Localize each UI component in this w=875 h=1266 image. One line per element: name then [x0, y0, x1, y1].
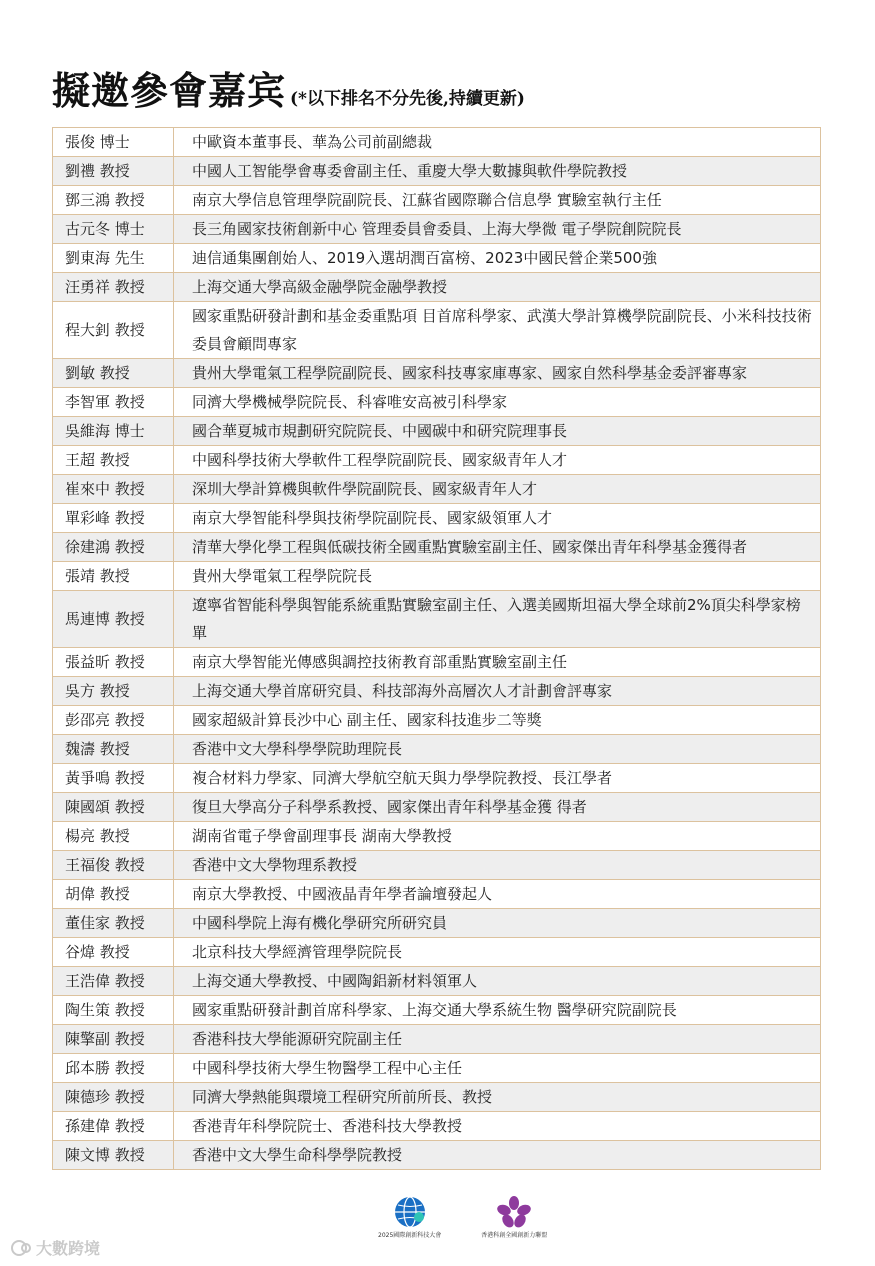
guest-name: 吳方 教授 — [53, 677, 174, 706]
globe-logo-icon — [392, 1196, 428, 1228]
guest-description: 中國科學技術大學生物醫學工程中心主任 — [174, 1054, 821, 1083]
guest-description: 北京科技大學經濟管理學院院長 — [174, 938, 821, 967]
guest-description: 貴州大學電氣工程學院副院長、國家科技專家庫專家、國家自然科學基金委評審專家 — [174, 359, 821, 388]
guest-row — [53, 475, 821, 504]
guest-row — [53, 562, 821, 591]
guest-row — [53, 533, 821, 562]
guest-row — [53, 504, 821, 533]
guest-description: 國家重點研發計劃和基金委重點項 目首席科學家、武漢大學計算機學院副院長、小米科技技術委員會顧問專家 — [174, 302, 821, 359]
guest-description: 國家超級計算長沙中心 副主任、國家科技進步二等獎 — [174, 706, 821, 735]
guest-description: 南京大學信息管理學院副院長、江蘇省國際聯合信息學 實驗室執行主任 — [174, 186, 821, 215]
guest-row — [53, 822, 821, 851]
guest-description: 南京大學智能科學與技術學院副院長、國家級領軍人才 — [174, 504, 821, 533]
guest-description: 湖南省電子學會副理事長 湖南大學教授 — [174, 822, 821, 851]
guest-row — [53, 128, 821, 157]
guest-description: 上海交通大學首席研究員、科技部海外高層次人才計劃會評專家 — [174, 677, 821, 706]
guest-name: 馬連博 教授 — [53, 591, 174, 648]
footer-logos — [378, 1196, 547, 1239]
guest-row — [53, 446, 821, 475]
guest-row — [53, 1141, 821, 1170]
guest-row — [53, 302, 821, 359]
guest-row — [53, 273, 821, 302]
guest-name: 劉禮 教授 — [53, 157, 174, 186]
guest-row — [53, 215, 821, 244]
guest-row — [53, 996, 821, 1025]
guest-name: 陳國頌 教授 — [53, 793, 174, 822]
guest-row — [53, 967, 821, 996]
guest-name: 孫建偉 教授 — [53, 1112, 174, 1141]
alliance-logo — [481, 1196, 547, 1239]
guest-name: 陳文博 教授 — [53, 1141, 174, 1170]
guest-row — [53, 764, 821, 793]
guest-row — [53, 706, 821, 735]
watermark-logo-icon — [10, 1239, 32, 1257]
page-header — [52, 60, 525, 115]
guest-name: 胡偉 教授 — [53, 880, 174, 909]
guest-row — [53, 880, 821, 909]
guest-name: 汪勇祥 教授 — [53, 273, 174, 302]
guest-row — [53, 1112, 821, 1141]
guest-description: 中歐資本董事長、華為公司前副總裁 — [174, 128, 821, 157]
guest-name: 張益昕 教授 — [53, 648, 174, 677]
guest-row — [53, 851, 821, 880]
guest-name: 崔來中 教授 — [53, 475, 174, 504]
guest-name: 劉東海 先生 — [53, 244, 174, 273]
guest-description: 同濟大學熱能與環境工程研究所前所長、教授 — [174, 1083, 821, 1112]
guest-row — [53, 591, 821, 648]
alliance-logo-caption: 香港科創全國創新力聯盟 — [481, 1232, 548, 1239]
guest-row — [53, 157, 821, 186]
guest-description: 同濟大學機械學院院長、科睿唯安高被引科學家 — [174, 388, 821, 417]
page-subtitle: (*以下排名不分先後,持續更新) — [290, 89, 525, 109]
page-title: 擬邀參會嘉宾 — [52, 68, 287, 113]
guest-description: 深圳大學計算機與軟件學院副院長、國家級青年人才 — [174, 475, 821, 504]
guest-description: 復旦大學高分子科學系教授、國家傑出青年科學基金獲 得者 — [174, 793, 821, 822]
guest-name: 單彩峰 教授 — [53, 504, 174, 533]
guest-row — [53, 677, 821, 706]
guest-row — [53, 388, 821, 417]
guest-description: 國家重點研發計劃首席科學家、上海交通大學系統生物 醫學研究院副院長 — [174, 996, 821, 1025]
conference-logo-caption: 2025國際創新科技大會 — [378, 1232, 442, 1239]
guest-name: 彭邵亮 教授 — [53, 706, 174, 735]
guest-row — [53, 186, 821, 215]
guest-row — [53, 648, 821, 677]
guest-name: 董佳家 教授 — [53, 909, 174, 938]
guest-name: 黃爭鳴 教授 — [53, 764, 174, 793]
guest-description: 上海交通大學高級金融學院金融學教授 — [174, 273, 821, 302]
guest-name: 鄧三鴻 教授 — [53, 186, 174, 215]
guest-row — [53, 793, 821, 822]
guest-description: 迪信通集團創始人、2019入選胡潤百富榜、2023中國民營企業500強 — [174, 244, 821, 273]
guest-description: 中國人工智能學會專委會副主任、重慶大學大數據與軟件學院教授 — [174, 157, 821, 186]
guest-description: 上海交通大學教授、中國陶鋁新材料領軍人 — [174, 967, 821, 996]
guest-row — [53, 359, 821, 388]
watermark-text: 大數跨境 — [36, 1239, 101, 1258]
guest-description: 香港中文大學科學學院助理院長 — [174, 735, 821, 764]
guest-row — [53, 1083, 821, 1112]
guest-row — [53, 938, 821, 967]
guest-description: 中國科學技術大學軟件工程學院副院長、國家級青年人才 — [174, 446, 821, 475]
guest-name: 徐建鴻 教授 — [53, 533, 174, 562]
guest-name: 張靖 教授 — [53, 562, 174, 591]
guest-row — [53, 735, 821, 764]
guest-description: 貴州大學電氣工程學院院長 — [174, 562, 821, 591]
guest-name: 谷煒 教授 — [53, 938, 174, 967]
watermark — [10, 1236, 100, 1259]
guest-name: 張俊 博士 — [53, 128, 174, 157]
guest-description: 長三角國家技術創新中心 管理委員會委員、上海大學微 電子學院創院院長 — [174, 215, 821, 244]
guest-row — [53, 1054, 821, 1083]
guest-name: 王浩偉 教授 — [53, 967, 174, 996]
guest-name: 陳擎副 教授 — [53, 1025, 174, 1054]
guest-description: 清華大學化學工程與低碳技術全國重點實驗室副主任、國家傑出青年科學基金獲得者 — [174, 533, 821, 562]
guest-description: 中國科學院上海有機化學研究所研究員 — [174, 909, 821, 938]
guest-table-body — [53, 128, 821, 1170]
guest-name: 程大釗 教授 — [53, 302, 174, 359]
guest-description: 南京大學教授、中國液晶青年學者論壇發起人 — [174, 880, 821, 909]
guest-name: 吳維海 博士 — [53, 417, 174, 446]
guest-row — [53, 417, 821, 446]
guest-description: 香港中文大學生命科學學院教授 — [174, 1141, 821, 1170]
guest-name: 劉敏 教授 — [53, 359, 174, 388]
guest-description: 香港中文大學物理系教授 — [174, 851, 821, 880]
guest-row — [53, 1025, 821, 1054]
guest-description: 香港科技大學能源研究院副主任 — [174, 1025, 821, 1054]
conference-logo — [378, 1196, 441, 1239]
guest-table — [52, 127, 821, 1170]
guest-name: 李智軍 教授 — [53, 388, 174, 417]
guest-row — [53, 244, 821, 273]
guest-name: 楊亮 教授 — [53, 822, 174, 851]
guest-name: 古元冬 博士 — [53, 215, 174, 244]
guest-description: 香港青年科學院院士、香港科技大學教授 — [174, 1112, 821, 1141]
guest-name: 王福俊 教授 — [53, 851, 174, 880]
guest-name: 陳德珍 教授 — [53, 1083, 174, 1112]
guest-name: 邱本勝 教授 — [53, 1054, 174, 1083]
guest-name: 魏濤 教授 — [53, 735, 174, 764]
guest-description: 國合華夏城市規劃研究院院長、中國碳中和研究院理事長 — [174, 417, 821, 446]
guest-description: 複合材料力學家、同濟大學航空航天與力學學院教授、長江學者 — [174, 764, 821, 793]
guest-name: 王超 教授 — [53, 446, 174, 475]
guest-description: 遼寧省智能科學與智能系統重點實驗室副主任、入選美國斯坦福大學全球前2%頂尖科學家榜單 — [174, 591, 821, 648]
guest-row — [53, 909, 821, 938]
guest-description: 南京大學智能光傳感與調控技術教育部重點實驗室副主任 — [174, 648, 821, 677]
bauhinia-flower-icon — [497, 1196, 531, 1228]
guest-name: 陶生策 教授 — [53, 996, 174, 1025]
